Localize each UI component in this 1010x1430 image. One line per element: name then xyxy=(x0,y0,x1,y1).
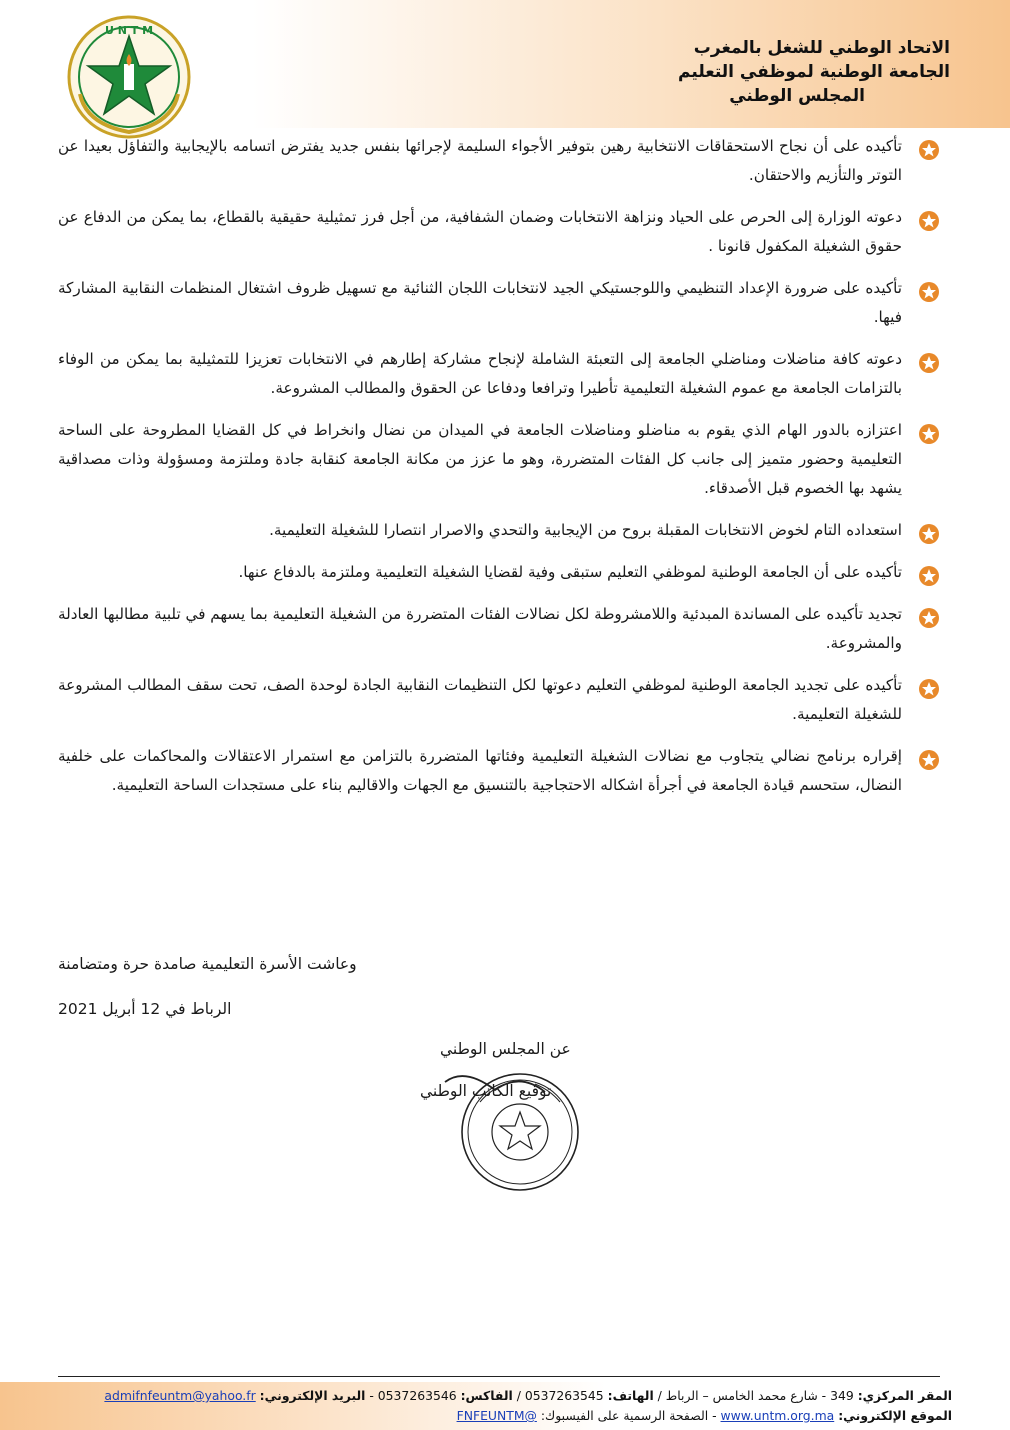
signature-label: توقيع الكاتب الوطني xyxy=(420,1082,552,1100)
star-bullet-icon xyxy=(918,749,940,771)
star-bullet-icon xyxy=(918,423,940,445)
letterhead xyxy=(530,36,950,108)
star-bullet-icon xyxy=(918,210,940,232)
item-text: استعداده التام لخوض الانتخابات المقبلة بروح من الإيجابية والتحدي والاصرار انتصارا للشغيلة التعليمية. xyxy=(269,521,902,539)
header-federation-name: الجامعة الوطنية لموظفي التعليم xyxy=(678,62,950,82)
website-link[interactable]: www.untm.org.ma xyxy=(720,1408,835,1423)
address-value: 349 - شارع محمد الخامس – الرباط / xyxy=(657,1388,854,1403)
item-text: تأكيده على أن نجاح الاستحقاقات الانتخابية رهين بتوفير الأجواء السليمة لإجرائها بنفس جديد يفترض اتسامه بالإيجابية والتفاؤل بعيدا عن التوتر والتأزيم والاحتقان. xyxy=(58,137,902,184)
phone-value: 0537263545 / xyxy=(516,1388,604,1403)
footer-contact xyxy=(52,1386,952,1426)
address-label: المقر المركزي: xyxy=(857,1388,952,1403)
item-text: تأكيده على أن الجامعة الوطنية لموظفي التعليم ستبقى وفية لقضايا الشغيلة التعليمية وملتزمة بالدفاع عنها. xyxy=(238,563,902,581)
item-text: تأكيده على تجديد الجامعة الوطنية لموظفي التعليم دعوتها لكل التنظيمات النقابية الجادة لوحدة الصف، تحت سقف المطالب المشروعة للشغيلة التعليمية. xyxy=(58,676,902,723)
star-bullet-icon xyxy=(918,607,940,629)
item-text: إقراره برنامج نضالي يتجاوب مع نضالات الشغيلة التعليمية وفئاتها المتضررة بالتزامن مع استمرار الاعتقالات والمحاكمات على خلفية النضال، ستحسم قيادة الجامعة في أجرأة اشكاله الاحتجاجية بالتنسيق مع الجهات والاقاليم بناء على مستجدات الساحة التعليمية. xyxy=(58,747,902,794)
header-union-name: الاتحاد الوطني للشغل بالمغرب xyxy=(693,38,950,58)
item-text: دعوته كافة مناضلات ومناضلي الجامعة إلى التعبئة الشاملة لإنجاح مشاركة إطارهم في الانتخابات تعزيزا للتمثيلية بما يمكن من الوفاء بالتزامات الجامعة مع عموم الشغيلة التعليمية تأطيرا وترافعا ودفاعا عن الحقوق والمطالب المشروعة. xyxy=(58,350,902,397)
website-label: الموقع الإلكتروني: xyxy=(838,1408,952,1423)
logo-text: U N T M xyxy=(104,24,154,37)
star-bullet-icon xyxy=(918,523,940,545)
item-text: دعوته الوزارة إلى الحرص على الحياد ونزاهة الانتخابات وضمان الشفافية، من أجل فرز تمثيلية حقيقية بالقطاع، بما يمكن من الدفاع عن حقوق الشغيلة المكفول قانونا . xyxy=(58,208,902,255)
facebook-link[interactable]: @FNFEUNTM xyxy=(456,1408,537,1423)
facebook-label: - الصفحة الرسمية على الفيسبوك: xyxy=(540,1408,717,1423)
email-link[interactable]: admifnfeuntm@yahoo.fr xyxy=(104,1388,256,1403)
statement-body xyxy=(58,132,940,813)
email-label: البريد الإلكتروني: xyxy=(259,1388,366,1403)
closing-text: وعاشت الأسرة التعليمية صامدة حرة ومتضامنة xyxy=(58,955,357,973)
closing-slogan xyxy=(58,955,558,973)
list-item xyxy=(58,600,940,658)
list-item xyxy=(58,742,940,800)
list-item xyxy=(58,274,940,332)
list-item xyxy=(58,516,940,545)
star-bullet-icon xyxy=(918,352,940,374)
list-item xyxy=(58,345,940,403)
untm-logo xyxy=(66,14,192,140)
star-bullet-icon xyxy=(918,139,940,161)
list-item xyxy=(58,416,940,503)
footer-divider xyxy=(58,1376,940,1377)
list-item xyxy=(58,671,940,729)
official-stamp xyxy=(425,1062,605,1192)
footer-line-2 xyxy=(52,1406,952,1426)
star-bullet-icon xyxy=(918,565,940,587)
star-bullet-icon xyxy=(918,678,940,700)
list-item xyxy=(58,132,940,190)
star-bullet-icon xyxy=(918,281,940,303)
fax-value: 0537263546 - xyxy=(369,1388,457,1403)
dateline: الرباط في 12 أبريل 2021 xyxy=(58,1000,232,1018)
phone-label: الهاتف: xyxy=(607,1388,654,1403)
list-item xyxy=(58,558,940,587)
council-signoff: عن المجلس الوطني xyxy=(440,1040,571,1058)
footer-line-1 xyxy=(52,1386,952,1406)
item-text: اعتزازه بالدور الهام الذي يقوم به مناضلو ومناضلات الجامعة في الميدان من نضال وانخراط في كل القضايا المطروحة على الساحة التعليمية وحضور متميز إلى جانب كل الفئات المتضررة، وهو ما عزز من مكانة الجامعة كنقابة جادة وملتزمة ومسؤولة وذات مصداقية يشهد بها الخصوم قبل الأصدقاء. xyxy=(58,421,902,497)
item-text: تجديد تأكيده على المساندة المبدئية واللامشروطة لكل نضالات الفئات المتضررة من الشغيلة التعليمية بما يسهم في تلبية مطالبها العادلة والمشروعة. xyxy=(58,605,902,652)
fax-label: الفاكس: xyxy=(460,1388,513,1403)
header-council-name: المجلس الوطني xyxy=(729,86,865,106)
item-text: تأكيده على ضرورة الإعداد التنظيمي واللوجستيكي الجيد لانتخابات اللجان الثنائية مع تسهيل ظروف اشتغال المنظمات النقابية المشاركة فيها. xyxy=(58,279,902,326)
list-item xyxy=(58,203,940,261)
